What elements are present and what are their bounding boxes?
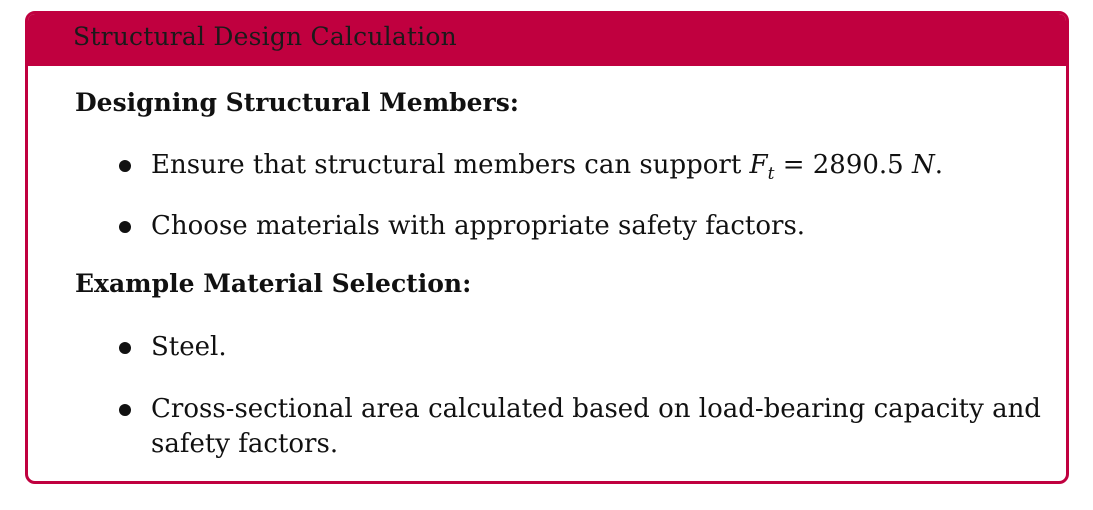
calculation-box bbox=[25, 11, 1069, 484]
bullet-icon bbox=[119, 160, 131, 172]
bullet-icon bbox=[119, 342, 131, 354]
math-value: = 2890.5 bbox=[774, 150, 912, 180]
item-text: Ensure that structural members can support bbox=[151, 150, 750, 180]
section-heading-example: Example Material Selection: bbox=[75, 269, 472, 298]
bullet-icon bbox=[119, 404, 131, 416]
bullet-icon bbox=[119, 221, 131, 233]
box-header bbox=[28, 14, 1066, 66]
list-item-cross-section: Cross-sectional area calculated based on load-bearing capacity and safety factors. bbox=[151, 394, 1041, 459]
list-item-ensure-support bbox=[151, 148, 1051, 192]
section-heading-designing: Designing Structural Members: bbox=[75, 88, 520, 117]
math-subscript: t bbox=[767, 164, 775, 184]
list-item-steel: Steel. bbox=[151, 332, 227, 362]
list-item-choose-materials: Choose materials with appropriate safety factors. bbox=[151, 211, 806, 241]
item-text-end: . bbox=[934, 150, 944, 180]
math-unit: N bbox=[912, 150, 935, 180]
math-variable: F bbox=[749, 150, 768, 180]
box-title: Structural Design Calculation bbox=[73, 22, 457, 51]
